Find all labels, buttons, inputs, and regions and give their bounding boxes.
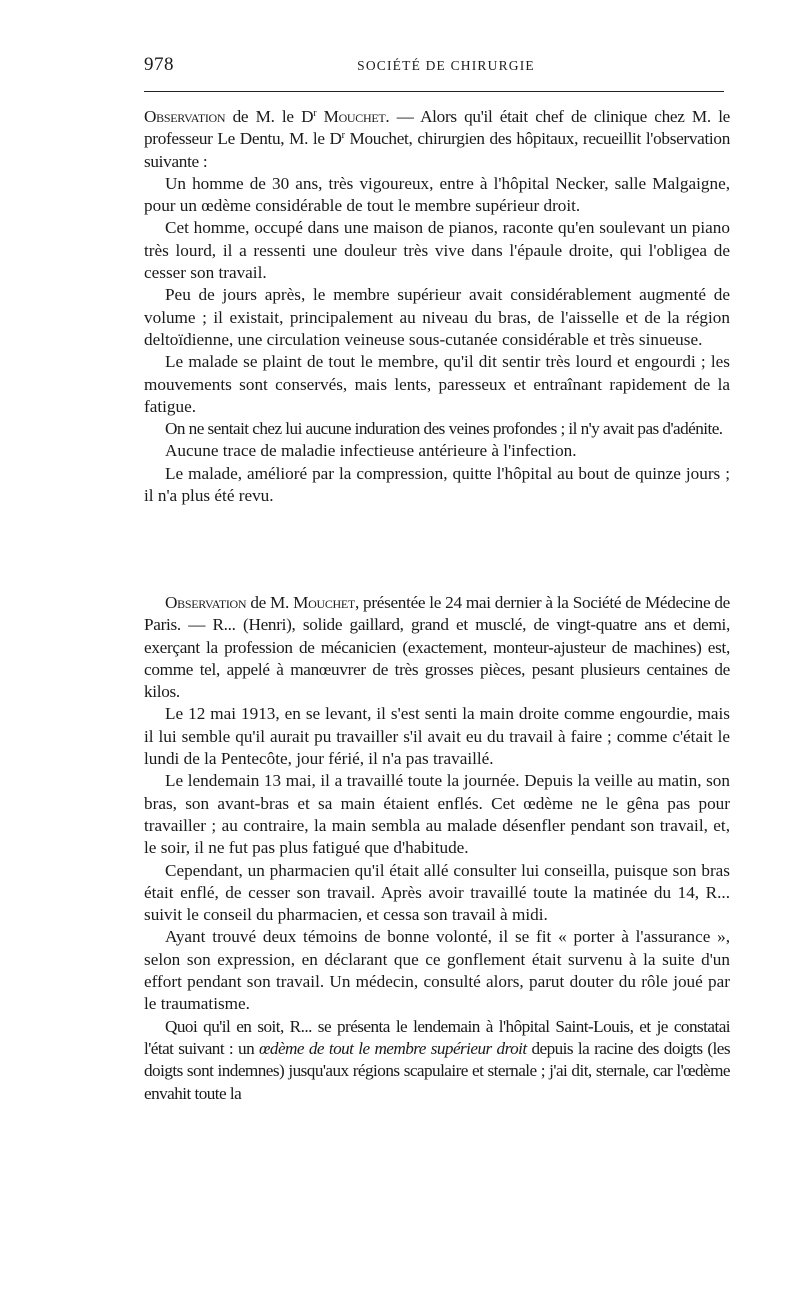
paragraph: Le 12 mai 1913, en se levant, il s'est senti la main droite comme engourdie, mais il lui semble qu'il aurait pu travailler s'il avait eu du travail à faire ; comme c'était le lundi de la Pentecôte, jour férié, il n'a pas travaillé.: [144, 704, 730, 769]
running-title: SOCIÉTÉ DE CHIRURGIE: [357, 58, 535, 73]
paragraph: Cependant, un pharmacien qu'il était allé consulter lui conseilla, puisque son bras était enflé, de cesser son travail. Après avoir travaillé toute la matinée du 14, R... suivit le conseil du pharmacien, et cessa son travail à midi.: [144, 860, 730, 925]
emphasized-diagnosis: œdème de tout le membre supérieur droit: [259, 1038, 527, 1058]
page-header: [144, 52, 724, 86]
header-rule: [144, 91, 724, 92]
observation-heading-label: Observation: [165, 593, 247, 612]
observation-mouchet-saint-louis: [144, 592, 730, 1105]
paragraph: Le malade se plaint de tout le membre, qu'il dit sentir très lourd et engourdi ; les mouvements sont conservés, mais lents, paresseux et entraînant rapidement de la fatigue.: [144, 352, 730, 416]
observation-lead-paragraph: Observation de M. le $D^r$ Mouchet. — Alors qu'il était chef de clinique chez M. le professeur Le Dentu, M. le $D^r$ Mouchet, chirurgien des hôpitaux, recueillit l'observation suivante :: [144, 107, 731, 171]
paragraph: Le lendemain 13 mai, il a travaillé toute la journée. Depuis la veille au matin, son bras, son avant-bras et sa main étaient enflés. Cet œdème ne le gêna pas pour travailler ; au contraire, la main sembla au malade désenfler pendant son travail, et, le soir, il ne fut pas plus fatigué que d'habitude.: [144, 771, 730, 858]
observation-author: Mouchet.: [316, 107, 390, 126]
paragraph: Ayant trouvé deux témoins de bonne volonté, il se fit « porter à l'assurance », selon son expression, en déclarant que ce gonflement était survenu à la suite d'un effort pendant son travail. Un médecin, consulté alors, parut douter du rôle joué par le traumatisme.: [144, 927, 730, 1014]
observation-mouchet-necker: [144, 106, 730, 507]
paragraph: Un homme de 30 ans, très vigoureux, entre à l'hôpital Necker, salle Malgaigne, pour un œdème considérable de tout le membre supérieur droit.: [144, 173, 730, 216]
paragraph: Quoi qu'il en soit, R... se présenta le lendemain à l'hôpital Saint-Louis, et je constatai l'état suivant : un œdème de tout le membre supérieur droit depuis la racine des doigts (les doigts sont indemnes) jusqu'aux régions scapulaire et sternale ; j'ai dit, sternale, car l'œdème envahit toute la: [144, 1016, 730, 1103]
observation-heading-label: Observation: [144, 107, 226, 126]
paragraph: Le malade, amélioré par la compression, quitte l'hôpital au bout de quinze jours ; il n'a plus été revu.: [144, 463, 730, 506]
paragraph: On ne sentait chez lui aucune induration des veines profondes ; il n'y avait pas d'adénite.: [165, 419, 723, 439]
observation-lead-paragraph: Observation de M. Mouchet, présentée le 24 mai dernier à la Société de Médecine de Paris. — R... (Henri), solide gaillard, grand et musclé, de vingt-quatre ans et demi, exerçant la profession de mécanicien (exactement, monteur-ajusteur de machines) est, comme tel, appelé à manœuvrer de très grosses pièces, pesant plusieurs centaines de kilos.: [144, 593, 731, 702]
paragraph: Aucune trace de maladie infectieuse antérieure à l'infection.: [165, 441, 577, 461]
observation-author: Mouchet: [293, 593, 355, 612]
paragraph: Peu de jours après, le membre supérieur avait considérablement augmenté de volume ; il existait, principalement au niveau du bras, de l'aisselle et de la région deltoïdienne, une circulation veineuse sous-cutanée considérable et très sinueuse.: [144, 285, 730, 349]
page-number: 978: [144, 54, 174, 75]
paragraph: Cet homme, occupé dans une maison de pianos, raconte qu'en soulevant un piano très lourd, il a ressenti une douleur très vive dans l'épaule droite, qui l'obligea de cesser son travail.: [144, 218, 730, 283]
